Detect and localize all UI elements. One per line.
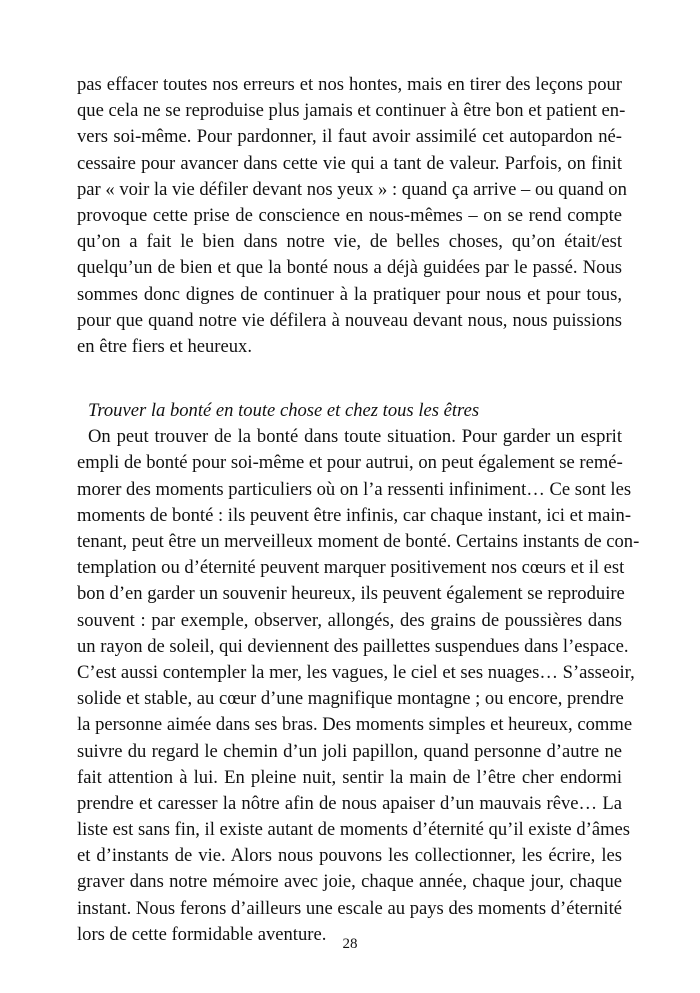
text-line: sommes donc dignes de continuer à la pratiquer pour nous et pour tous, xyxy=(77,283,622,305)
text-line: bon d’en garder un souvenir heureux, ils peuvent également se reproduire xyxy=(77,583,625,605)
text-line: graver dans notre mémoire avec joie, chaque année, chaque jour, chaque xyxy=(77,871,622,893)
text-line: et d’instants de vie. Alors nous pouvons les collectionner, les écrire, les xyxy=(77,845,622,867)
text-line: On peut trouver de la bonté dans toute situation. Pour garder un esprit xyxy=(88,426,622,448)
text-line: fait attention à lui. En pleine nuit, sentir la main de l’être cher endormi xyxy=(77,766,622,788)
page-body xyxy=(77,72,640,948)
paragraph-1 xyxy=(77,72,627,360)
text-line: provoque cette prise de conscience en nous-mêmes – on se rend compte xyxy=(77,204,622,226)
text-line: templation ou d’éternité peuvent marquer positivement nos cœurs et il est xyxy=(77,557,625,579)
page-number: 28 xyxy=(342,936,358,952)
section-spacer xyxy=(77,386,622,398)
text-line: par « voir la vie défiler devant nos yeux » : quand ça arrive – ou quand on xyxy=(77,178,627,200)
text-line: cessaire pour avancer dans cette vie qui a tant de valeur. Parfois, on finit xyxy=(77,152,622,174)
text-line: vers soi-même. Pour pardonner, il faut avoir assimilé cet autopardon né- xyxy=(77,126,622,148)
text-line: prendre et caresser la nôtre afin de nous apaiser d’un mauvais rêve… La xyxy=(77,792,622,814)
text-line: empli de bonté pour soi-même et pour autrui, on peut également se remé- xyxy=(77,452,623,474)
text-line: la personne aimée dans ses bras. Des moments simples et heureux, comme xyxy=(77,714,633,736)
text-line: souvent : par exemple, observer, allongés, des grains de poussières dans xyxy=(77,609,622,631)
text-line: quelqu’un de bien et que la bonté nous a déjà guidées par le passé. Nous xyxy=(77,257,622,279)
text-line: tenant, peut être un merveilleux moment de bonté. Certains instants de con- xyxy=(77,531,640,552)
section-spacer xyxy=(77,360,622,386)
text-line: que cela ne se reproduise plus jamais et continuer à être bon et patient en- xyxy=(77,100,626,122)
text-line: qu’on a fait le bien dans notre vie, de belles choses, qu’on était/est xyxy=(77,231,622,253)
section-heading: Trouver la bonté en toute chose et chez tous les êtres xyxy=(88,400,480,422)
text-line: suivre du regard le chemin d’un joli papillon, quand personne d’autre ne xyxy=(77,740,622,762)
text-line: pour que quand notre vie défilera à nouveau devant nous, nous puissions xyxy=(77,309,622,331)
text-line: pas effacer toutes nos erreurs et nos hontes, mais en tirer des leçons pour xyxy=(77,74,622,95)
text-line: en être fiers et heureux. xyxy=(77,335,252,357)
text-line: morer des moments particuliers où on l’a ressenti infiniment… Ce sont les xyxy=(77,478,632,500)
text-line: C’est aussi contempler la mer, les vagues, le ciel et ses nuages… S’asseoir, xyxy=(77,661,635,683)
text-line: moments de bonté : ils peuvent être infinis, car chaque instant, ici et main- xyxy=(77,504,632,526)
text-line: liste est sans fin, il existe autant de moments d’éternité qu’il existe d’âmes xyxy=(77,819,631,841)
text-line: solide et stable, au cœur d’une magnifique montagne ; ou encore, prendre xyxy=(77,688,624,710)
text-line: un rayon de soleil, qui deviennent des paillettes suspendues dans l’espace. xyxy=(77,635,629,657)
paragraph-2 xyxy=(77,424,640,948)
text-line: lors de cette formidable aventure. xyxy=(77,923,327,945)
text-line: instant. Nous ferons d’ailleurs une escale au pays des moments d’éternité xyxy=(77,897,622,919)
